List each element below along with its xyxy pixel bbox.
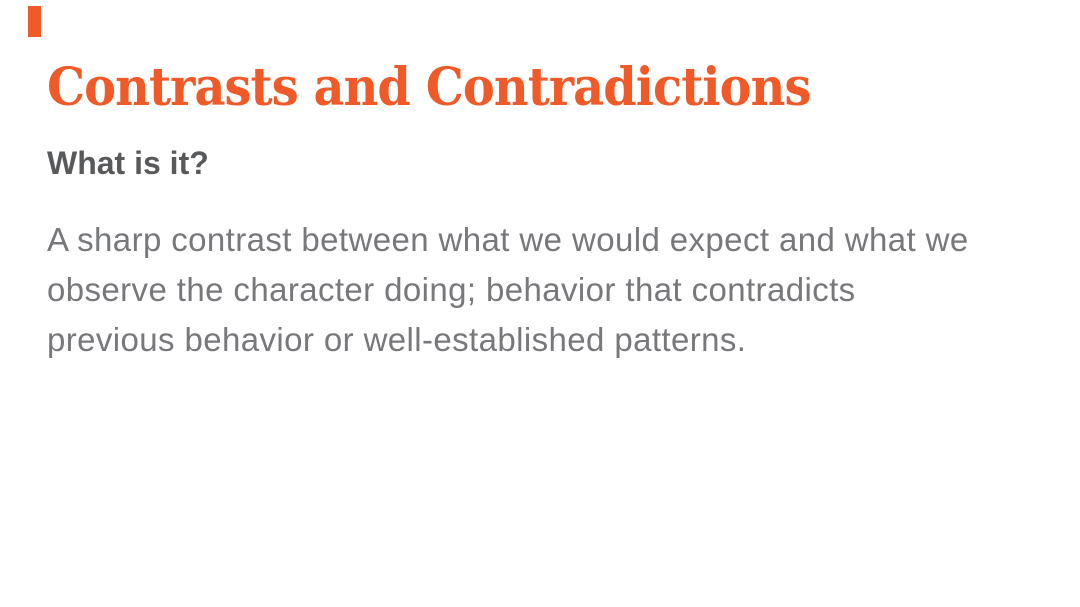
definition-line-3: previous behavior or well-established patterns. <box>47 321 747 359</box>
definition-line-2: observe the character doing; behavior that contradicts <box>47 271 856 309</box>
slide-title: Contrasts and Contradictions <box>47 57 811 118</box>
slide-content <box>47 0 1037 365</box>
definition-paragraph <box>47 215 1037 365</box>
definition-line-1: A sharp contrast between what we would expect and what we <box>47 221 969 259</box>
subheading-what-is-it: What is it? <box>47 145 209 181</box>
corner-accent-mark <box>28 6 41 37</box>
